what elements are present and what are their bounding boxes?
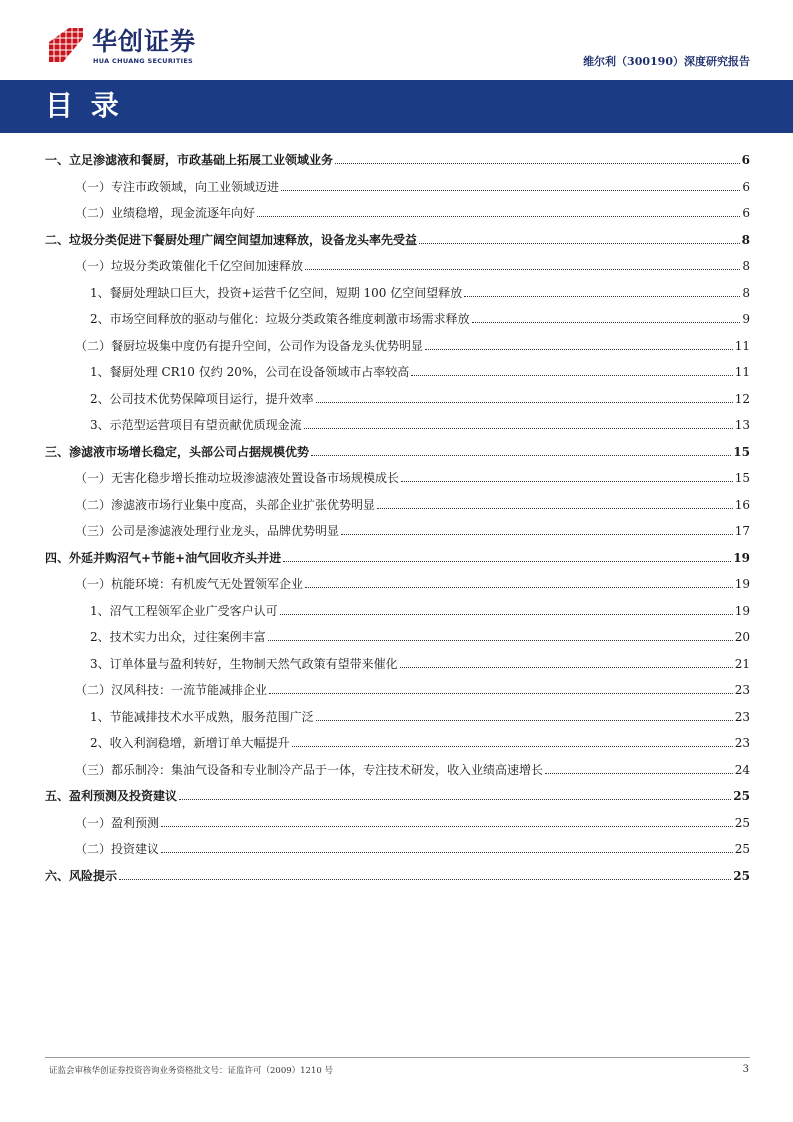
toc-entry[interactable] bbox=[90, 360, 750, 380]
toc-entry[interactable] bbox=[75, 466, 750, 486]
toc-entry-page: 19 bbox=[733, 550, 750, 565]
toc-leader-dots bbox=[161, 825, 733, 827]
toc-leader-dots bbox=[335, 162, 740, 164]
toc-entry-page: 8 bbox=[741, 232, 750, 247]
toc-entry-title: 五、盈利预测及投资建议 bbox=[45, 789, 178, 803]
toc-entry-page: 6 bbox=[742, 206, 750, 220]
toc-entry[interactable] bbox=[75, 493, 750, 513]
toc-entry-page: 13 bbox=[734, 418, 750, 432]
toc-entry-page: 15 bbox=[733, 444, 750, 459]
toc-entry-page: 21 bbox=[734, 656, 750, 671]
toc-entry-page: 25 bbox=[734, 842, 750, 856]
toc-leader-dots bbox=[464, 295, 740, 297]
logo-chinese-name: 华创证券 bbox=[92, 27, 197, 56]
toc-leader-dots bbox=[425, 348, 733, 350]
toc-entry-title: 1、节能减排技术水平成熟，服务范围广泛 bbox=[90, 709, 314, 724]
toc-entry-title: （三）公司是渗滤液处理行业龙头，品牌优势明显 bbox=[75, 524, 340, 538]
toc-entry[interactable] bbox=[45, 546, 750, 566]
toc-entry-title: （一）垃圾分类政策催化千亿空间加速释放 bbox=[75, 259, 304, 273]
toc-leader-dots bbox=[304, 427, 733, 429]
toc-entry-title: 2、收入利润稳增，新增订单大幅提升 bbox=[90, 736, 290, 750]
footer-divider bbox=[45, 1057, 750, 1058]
toc-heading: 目 录 bbox=[45, 89, 123, 122]
toc-entry-page: 25 bbox=[733, 789, 750, 803]
toc-entry[interactable] bbox=[45, 864, 750, 884]
toc-entry[interactable] bbox=[90, 625, 750, 645]
toc-entry[interactable] bbox=[75, 254, 750, 274]
toc-entry[interactable] bbox=[75, 572, 750, 592]
toc-entry[interactable] bbox=[90, 731, 750, 751]
toc-entry-title: 1、餐厨处理缺口巨大，投资+运营千亿空间，短期 100 亿空间望释放 bbox=[90, 285, 463, 300]
toc-leader-dots bbox=[411, 374, 732, 376]
footer-license-text: 证监会审核华创证券投资咨询业务资格批文号：证监许可（2009）1210 号 bbox=[49, 1066, 333, 1076]
logo-english-name: HUA CHUANG SECURITIES bbox=[93, 57, 194, 65]
toc-leader-dots bbox=[281, 189, 740, 191]
toc-leader-dots bbox=[401, 480, 733, 482]
toc-entry-page: 24 bbox=[734, 762, 750, 777]
toc-entry-page: 25 bbox=[734, 815, 750, 830]
toc-entry[interactable] bbox=[45, 148, 750, 168]
toc-entry-title: （二）汉风科技：一流节能减排企业 bbox=[75, 683, 268, 697]
toc-entry[interactable] bbox=[90, 705, 750, 725]
toc-entry-title: 一、立足渗滤液和餐厨，市政基础上拓展工业领域业务 bbox=[45, 153, 334, 167]
toc-leader-dots bbox=[179, 798, 731, 800]
toc-entry-page: 9 bbox=[742, 312, 750, 326]
toc-entry-title: （一）无害化稳步增长推动垃圾渗滤液处置设备市场规模成长 bbox=[75, 471, 400, 485]
toc-entry-title: 3、订单体量与盈利转好，生物制天然气政策有望带来催化 bbox=[90, 656, 398, 671]
toc-entry[interactable] bbox=[75, 175, 750, 195]
toc-entry-page: 20 bbox=[734, 630, 750, 644]
toc-leader-dots bbox=[305, 268, 740, 270]
toc-leader-dots bbox=[419, 242, 740, 244]
toc-entry[interactable] bbox=[45, 228, 750, 248]
toc-entry-page: 17 bbox=[734, 524, 750, 538]
toc-entry-page: 12 bbox=[734, 391, 750, 406]
toc-entry[interactable] bbox=[75, 678, 750, 698]
toc-entry[interactable] bbox=[90, 652, 750, 672]
toc-entry-title: 2、技术实力出众，过往案例丰富 bbox=[90, 630, 266, 644]
toc-entry-title: （一）盈利预测 bbox=[75, 815, 160, 830]
toc-entry-page: 16 bbox=[734, 497, 750, 512]
toc-leader-dots bbox=[161, 851, 733, 853]
toc-entry-page: 11 bbox=[734, 365, 750, 379]
toc-entry-page: 19 bbox=[734, 577, 750, 591]
toc-entry-page: 8 bbox=[742, 259, 750, 273]
toc-entry-page: 15 bbox=[734, 471, 750, 485]
toc-entry-page: 23 bbox=[734, 683, 750, 697]
toc-leader-dots bbox=[305, 586, 733, 588]
toc-entry-title: 1、餐厨处理 CR10 仅约 20%，公司在设备领域市占率较高 bbox=[90, 365, 410, 379]
toc-leader-dots bbox=[269, 692, 733, 694]
toc-entry[interactable] bbox=[90, 281, 750, 301]
toc-entry-page: 11 bbox=[734, 338, 750, 353]
page-header bbox=[0, 0, 793, 80]
toc-entry-title: （二）餐厨垃圾集中度仍有提升空间，公司作为设备龙头优势明显 bbox=[75, 338, 424, 353]
toc-entry[interactable] bbox=[90, 307, 750, 327]
toc-leader-dots bbox=[377, 507, 733, 509]
toc-entry-title: （一）专注市政领域，向工业领域迈进 bbox=[75, 179, 280, 194]
toc-entry-title: （三）都乐制冷：集油气设备和专业制冷产品于一体，专注技术研发，收入业绩高速增长 bbox=[75, 762, 544, 777]
toc-entry-title: 三、渗滤液市场增长稳定，头部公司占据规模优势 bbox=[45, 444, 310, 459]
toc-leader-dots bbox=[119, 878, 731, 880]
toc-leader-dots bbox=[316, 719, 733, 721]
toc-entry-title: （二）渗滤液市场行业集中度高，头部企业扩张优势明显 bbox=[75, 497, 376, 512]
toc-entry[interactable] bbox=[75, 811, 750, 831]
toc-entry-title: 六、风险提示 bbox=[45, 868, 118, 883]
toc-entry-page: 8 bbox=[742, 285, 750, 300]
toc-entry-title: （二）业绩稳增，现金流逐年向好 bbox=[75, 206, 256, 220]
company-logo-icon bbox=[49, 28, 83, 62]
toc-entry-title: 2、公司技术优势保障项目运行，提升效率 bbox=[90, 391, 314, 406]
report-title: 维尔利（300190）深度研究报告 bbox=[583, 55, 750, 68]
toc-entry[interactable] bbox=[90, 387, 750, 407]
toc-entry-page: 23 bbox=[734, 709, 750, 724]
toc-entry[interactable] bbox=[45, 784, 750, 804]
toc-entry[interactable] bbox=[90, 413, 750, 433]
toc-leader-dots bbox=[316, 401, 733, 403]
toc-entry[interactable] bbox=[75, 837, 750, 857]
toc-leader-dots bbox=[311, 454, 731, 456]
toc-entry-page: 19 bbox=[734, 603, 750, 618]
toc-entry-title: （二）投资建议 bbox=[75, 842, 160, 856]
page-number: 3 bbox=[742, 1064, 749, 1075]
toc-leader-dots bbox=[341, 533, 733, 535]
toc-leader-dots bbox=[280, 613, 733, 615]
toc-entry-page: 6 bbox=[741, 153, 750, 167]
toc-leader-dots bbox=[268, 639, 733, 641]
toc-entry[interactable] bbox=[45, 440, 750, 460]
toc-leader-dots bbox=[400, 666, 733, 668]
toc-entry[interactable] bbox=[90, 599, 750, 619]
toc-leader-dots bbox=[257, 215, 740, 217]
toc-entry[interactable] bbox=[75, 201, 750, 221]
toc-leader-dots bbox=[545, 772, 733, 774]
toc-leader-dots bbox=[283, 560, 731, 562]
toc-leader-dots bbox=[472, 321, 741, 323]
toc-leader-dots bbox=[292, 745, 733, 747]
toc-entry-title: 四、外延并购沼气+节能+油气回收齐头并进 bbox=[45, 550, 282, 565]
toc-entry[interactable] bbox=[75, 334, 750, 354]
toc-entry-title: 3、示范型运营项目有望贡献优质现金流 bbox=[90, 418, 302, 432]
toc-entry-title: 二、垃圾分类促进下餐厨处理广阔空间望加速释放，设备龙头率先受益 bbox=[45, 232, 418, 247]
toc-entry-page: 6 bbox=[742, 179, 750, 194]
toc-entry-page: 23 bbox=[734, 736, 750, 750]
toc-entry-title: （一）杭能环境：有机废气无处置领军企业 bbox=[75, 577, 304, 591]
toc-entry-title: 1、沼气工程领军企业广受客户认可 bbox=[90, 603, 278, 618]
toc-entry[interactable] bbox=[75, 758, 750, 778]
toc-entry[interactable] bbox=[75, 519, 750, 539]
toc-entry-page: 25 bbox=[733, 868, 750, 883]
toc-banner bbox=[0, 80, 793, 133]
toc-entry-title: 2、市场空间释放的驱动与催化：垃圾分类政策各维度刺激市场需求释放 bbox=[90, 312, 470, 326]
